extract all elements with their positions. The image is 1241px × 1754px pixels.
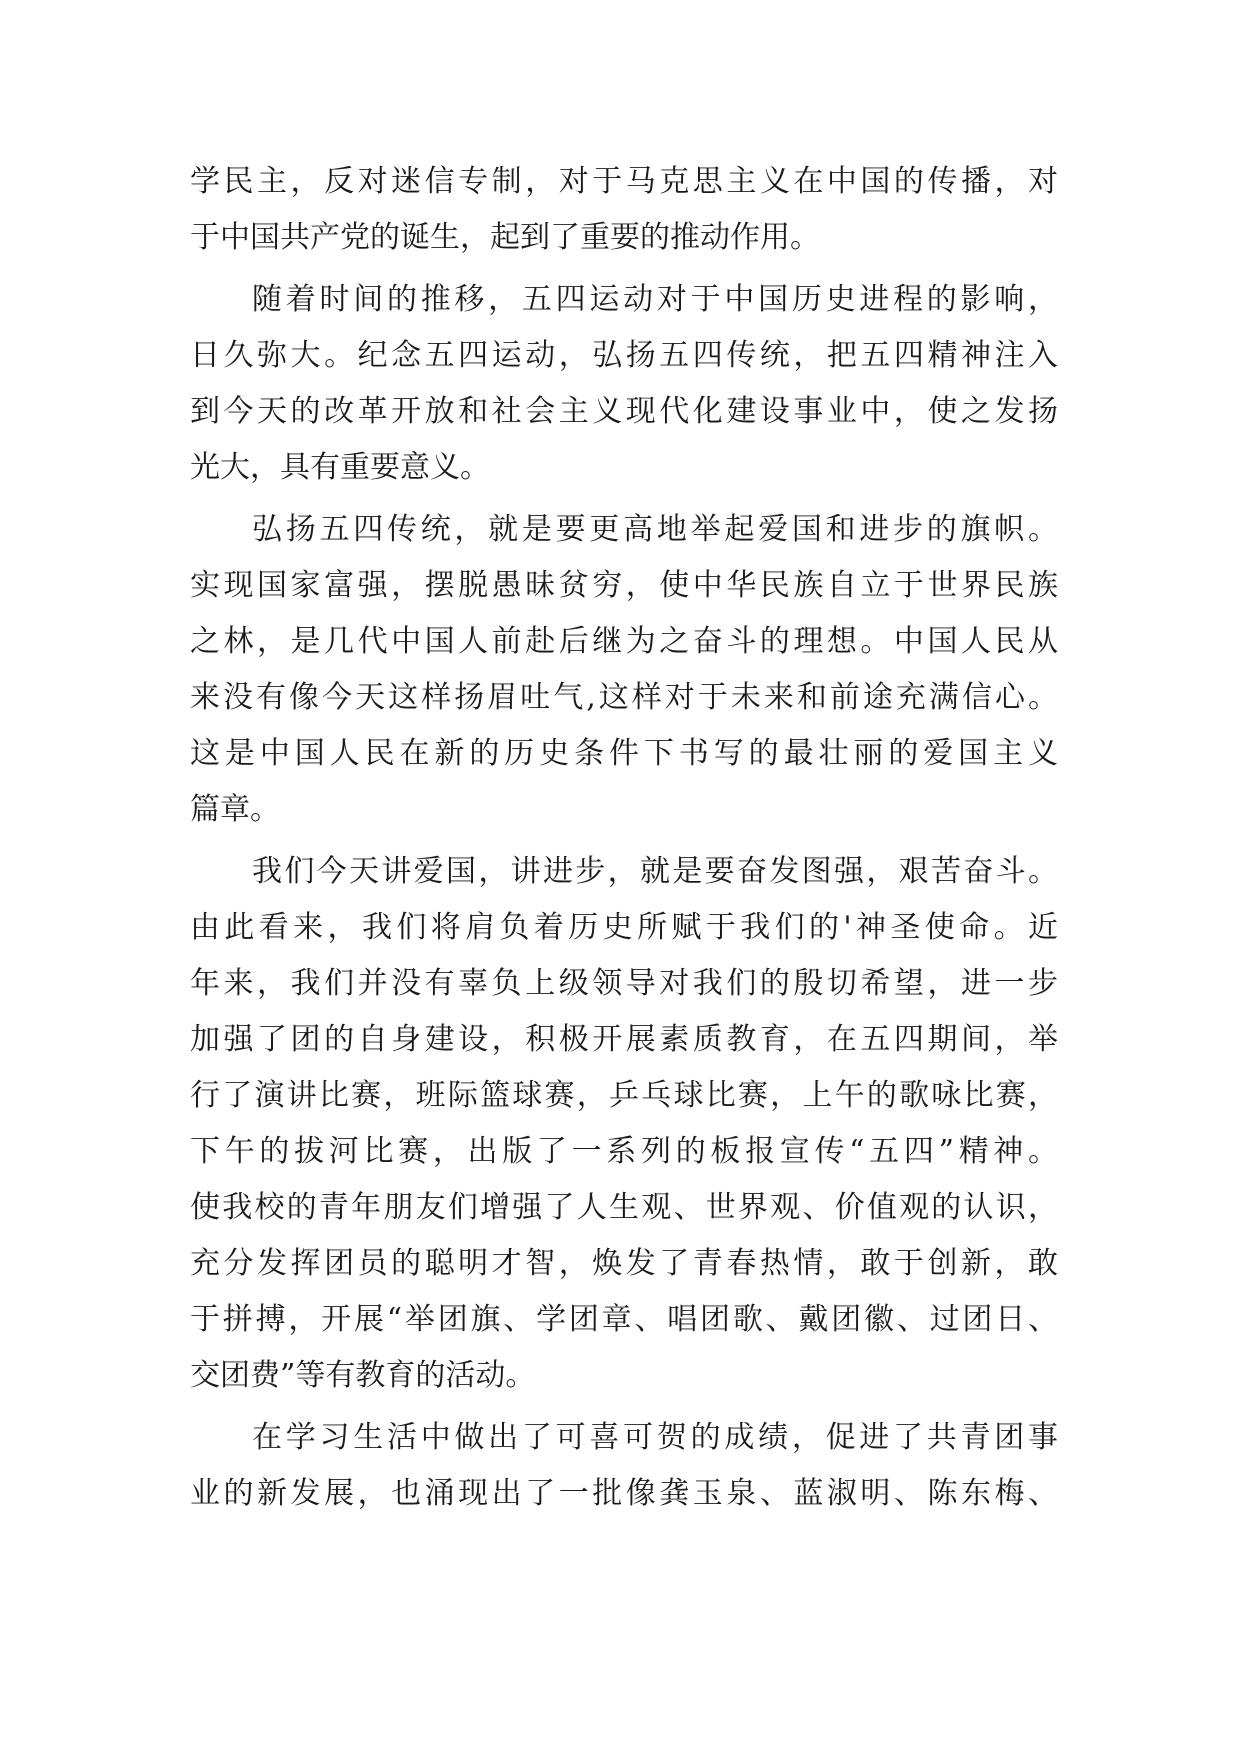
text-line: 实现国家富强，摆脱愚昧贫穷，使中华民族自立于世界民族: [190, 568, 1058, 603]
paragraph: [190, 844, 1058, 1404]
paragraph: [190, 154, 1058, 266]
text-line: 到今天的改革开放和社会主义现代化建设事业中，使之发扬: [190, 394, 1058, 429]
text-line: 光大，具有重要意义。: [190, 450, 490, 485]
text-line: 在学习生活中做出了可喜可贺的成绩，促进了共青团事: [252, 1420, 1058, 1455]
text-line: 交团费”等有教育的活动。: [190, 1358, 536, 1393]
text-line: 由此看来，我们将肩负着历史所赋于我们的'神圣使命。近: [190, 910, 1058, 945]
text-line: 随着时间的推移，五四运动对于中国历史进程的影响，: [252, 282, 1058, 317]
text-line: 弘扬五四传统，就是要更高地举起爱国和进步的旗帜。: [252, 512, 1058, 547]
text-line: 行了演讲比赛，班际篮球赛，乒乓球比赛，上午的歌咏比赛，: [190, 1078, 1058, 1113]
text-line: 于中国共产党的诞生，起到了重要的推动作用。: [190, 220, 820, 255]
text-line: 使我校的青年朋友们增强了人生观、世界观、价值观的认识，: [190, 1190, 1058, 1225]
text-line: 我们今天讲爱国，讲进步，就是要奋发图强，艰苦奋斗。: [252, 854, 1058, 889]
text-line: 学民主，反对迷信专制，对于马克思主义在中国的传播，对: [190, 164, 1058, 199]
text-line: 年来，我们并没有辜负上级领导对我们的殷切希望，进一步: [190, 966, 1058, 1001]
text-line: 加强了团的自身建设，积极开展素质教育，在五四期间，举: [190, 1022, 1058, 1057]
body-text: [190, 154, 1058, 1522]
text-line: 来没有像今天这样扬眉吐气,这样对于未来和前途充满信心。: [190, 680, 1058, 715]
paragraph: [190, 502, 1058, 838]
text-line: 之林，是几代中国人前赴后继为之奋斗的理想。中国人民从: [190, 624, 1058, 659]
text-line: 这是中国人民在新的历史条件下书写的最壮丽的爱国主义: [190, 736, 1058, 771]
text-line: 下午的拔河比赛，出版了一系列的板报宣传“五四”精神。: [190, 1134, 1058, 1169]
text-line: 业的新发展，也涌现出了一批像龚玉泉、蓝淑明、陈东梅、: [190, 1476, 1058, 1511]
text-line: 日久弥大。纪念五四运动，弘扬五四传统，把五四精神注入: [190, 338, 1058, 373]
text-line: 篇章。: [190, 792, 280, 827]
paragraph: [190, 272, 1058, 496]
text-line: 充分发挥团员的聪明才智，焕发了青春热情，敢于创新，敢: [190, 1246, 1058, 1281]
paragraph: [190, 1410, 1058, 1522]
text-line: 于拼搏，开展“举团旗、学团章、唱团歌、戴团徽、过团日、: [190, 1302, 1058, 1337]
